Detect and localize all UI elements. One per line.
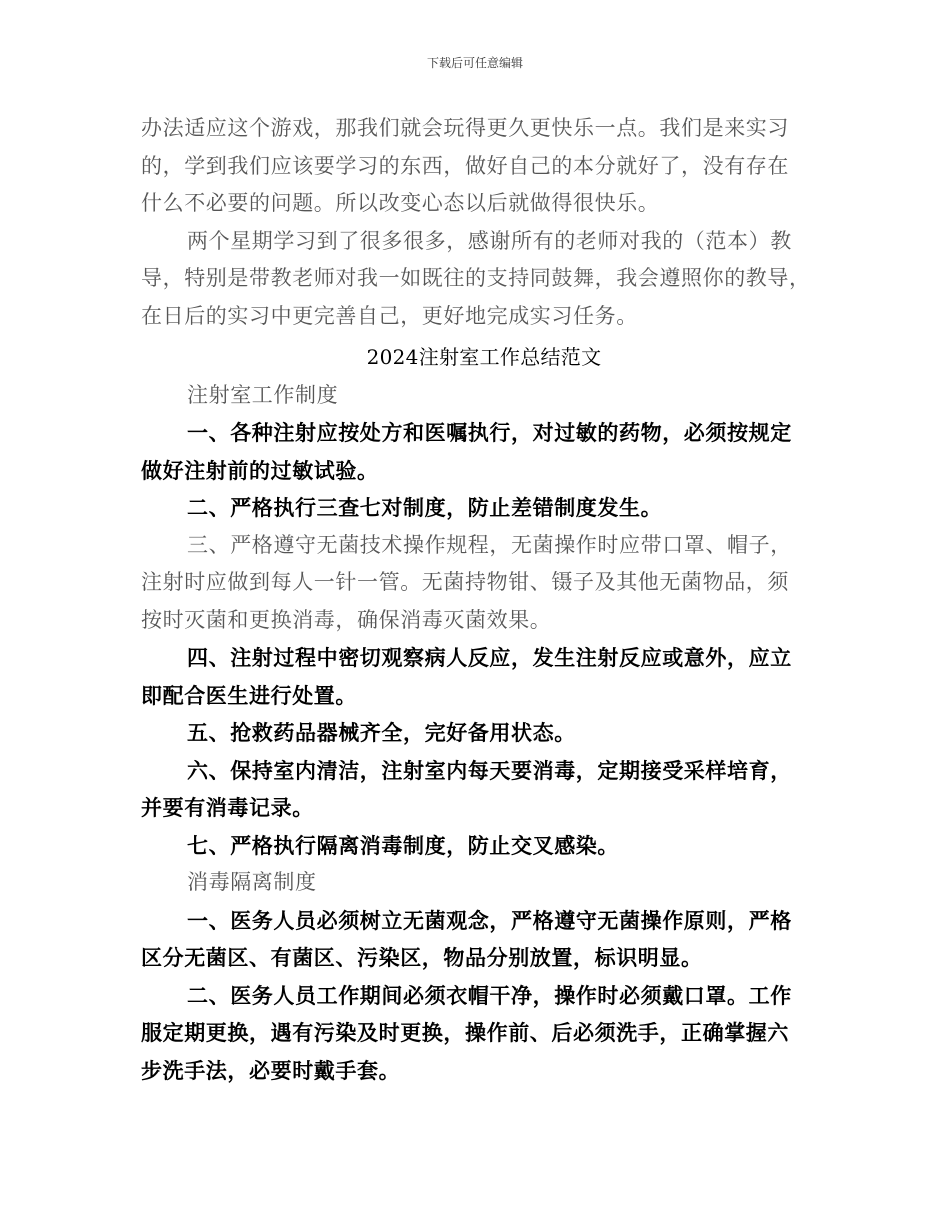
rule-line: 五、抢救药品器械齐全，完好备用状态。: [187, 720, 576, 745]
text-line: 导，特别是带教老师对我一如既往的支持同鼓舞，我会遵照你的教导，: [141, 266, 811, 290]
rule-line: 做好注射前的过敏试验。: [141, 457, 379, 483]
rule-line: 七、严格执行隔离消毒制度，防止交叉感染。: [187, 832, 619, 858]
rule-line: 二、严格执行三查七对制度，防止差错制度发生。: [187, 495, 663, 520]
rule-line: 并要有消毒记录。: [141, 795, 314, 820]
rule-line: 一、医务人员必须树立无菌观念，严格遵守无菌操作原则，严格: [187, 907, 792, 933]
text-line: 的，学到我们应该要学习的东西，做好自己的本分就好了，没有存在: [141, 153, 789, 178]
document-body: [141, 110, 827, 1089]
rule-line: 六、保持室内清洁，注射室内每天要消毒，定期接受采样培育，: [187, 757, 792, 783]
section-heading: 消毒隔离制度: [187, 870, 317, 894]
rule-line: 一、各种注射应按处方和医嘱执行，对过敏的药物，必须按规定: [187, 420, 792, 445]
document-title: 2024注射室工作总结范文: [366, 345, 602, 369]
text-line: 两个星期学习到了很多很多，感谢所有的老师对我的（范本）教: [187, 228, 792, 253]
rule-line: 二、医务人员工作期间必须衣帽干净，操作时必须戴口罩。工作: [187, 982, 792, 1008]
rule-line: 步洗手法，必要时戴手套。: [141, 1057, 401, 1083]
rule-line: 四、注射过程中密切观察病人反应，发生注射反应或意外，应立: [187, 645, 792, 670]
rule-line: 服定期更换，遇有污染及时更换，操作前、后必须洗手，正确掌握六: [141, 1020, 789, 1045]
rule-line: 注射时应做到每人一针一管。无菌持物钳、镊子及其他无菌物品，须: [141, 570, 789, 594]
text-line: 办法适应这个游戏，那我们就会玩得更久更快乐一点。我们是来实习: [141, 116, 789, 140]
rule-line: 即配合医生进行处置。: [141, 682, 357, 708]
section-heading: 注射室工作制度: [187, 382, 339, 407]
text-line: 什么不必要的问题。所以改变心态以后就做得很快乐。: [141, 191, 660, 215]
rule-line: 按时灭菌和更换消毒，确保消毒灭菌效果。: [141, 607, 552, 632]
page-header: 下载后可任意编辑: [426, 56, 523, 70]
rule-line: 三、严格遵守无菌技术操作规程，无菌操作时应带口罩、帽子，: [187, 532, 792, 557]
text-line: 在日后的实习中更完善自己，更好地完成实习任务。: [141, 303, 638, 328]
rule-line: 区分无菌区、有菌区、污染区，物品分别放置，标识明显。: [141, 945, 703, 970]
